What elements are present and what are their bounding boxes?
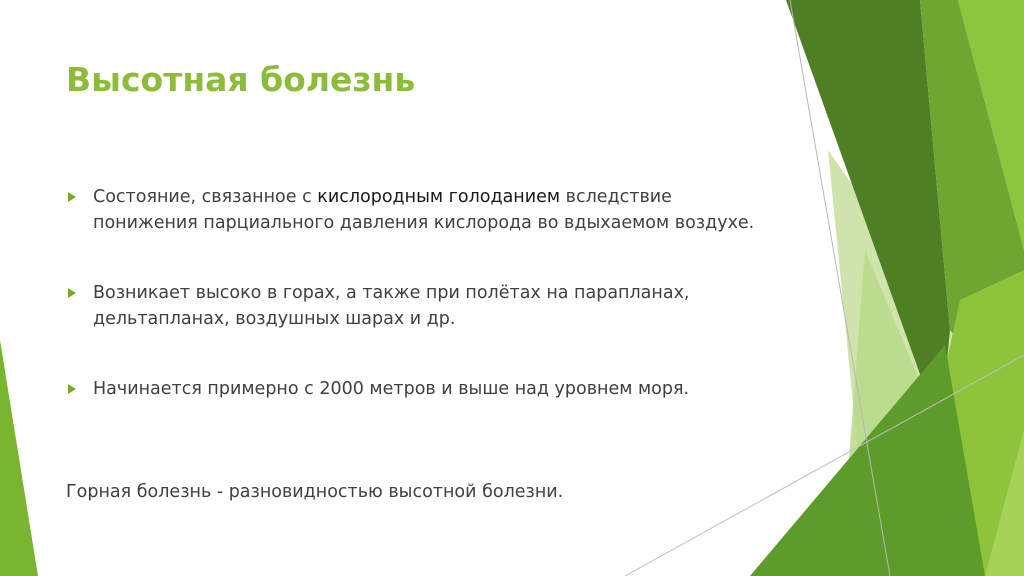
bullet-item-occurrence bbox=[66, 280, 756, 332]
bullet-list bbox=[66, 184, 756, 402]
slide-title: Высотная болезнь bbox=[66, 60, 416, 99]
left-green-sliver bbox=[0, 340, 38, 576]
footnote-text: Горная болезнь - разновидностью высотной болезни. bbox=[66, 482, 564, 502]
play-triangle-icon bbox=[68, 192, 76, 202]
bullet-text-before: Состояние, связанное с bbox=[93, 187, 318, 207]
bullet-text-after: вследствие понижения парциального давления кислорода во вдыхаемом воздухе. bbox=[93, 187, 755, 233]
bullet-item-oxygen bbox=[66, 184, 756, 236]
play-triangle-icon bbox=[68, 288, 76, 298]
bullet-item-altitude bbox=[66, 376, 756, 402]
bullet-text: Начинается примерно с 2000 метров и выше над уровнем моря. bbox=[93, 379, 690, 399]
play-triangle-icon bbox=[68, 384, 76, 394]
bullet-text-emphasis: кислородным голоданием bbox=[317, 187, 561, 207]
bullet-text: Возникает высоко в горах, а также при полётах на парапланах, дельтапланах, воздушных шарах и др. bbox=[93, 283, 690, 329]
